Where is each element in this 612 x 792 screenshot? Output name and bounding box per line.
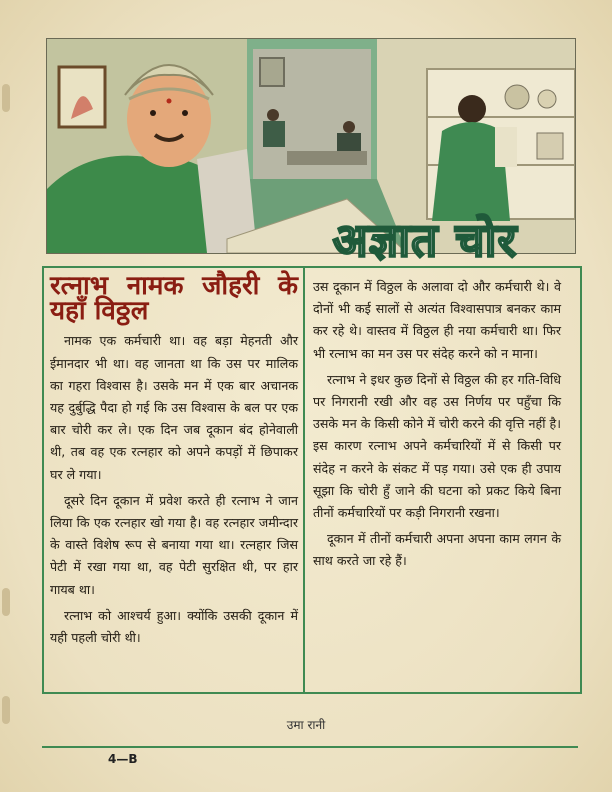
right-column <box>313 276 561 573</box>
paragraph: नामक एक कर्मचारी था। वह बड़ा मेहनती और ईमानदार भी था। वह जानता था कि उस पर मालिक का गहरा विश्वास है। उसके मन में एक बार अचानक यह दुर्बुद्धि पैदा हो गई कि उस विश्वास के बल पर एक बार चोरी कर ले। एक दिन जब दूकान बंद होनेवाली थी, तब वह एक रत्नहार को अपने कपड़ों में छिपाकर घर ले गया। <box>50 333 298 482</box>
left-column <box>50 271 298 649</box>
binding-hole <box>2 84 10 112</box>
paragraph: दूसरे दिन दूकान में प्रवेश करते ही रत्नाभ ने जान लिया कि एक रत्नहार खो गया है। वह रत्नहार जमीन्दार के वास्ते विशेष रूप से बनाया गया था। रत्नहार जिस पेटी में रखा गया था, वह पेटी सुरक्षित थी, पर हार गायब था। <box>50 492 298 597</box>
author-name: उमा रानी <box>286 718 326 732</box>
opening-line <box>50 271 298 327</box>
drop-cap-first-line: रत्नाभ नामक जौहरी के यहाँ विठ्ठल <box>50 271 298 327</box>
paragraph: रत्नाभ ने इधर कुछ दिनों से विठ्ठल की हर गति-विधि पर निगरानी रखी और वह उस निर्णय पर पहुँचा कि उसके मन के किसी कोने में चोरी करने की वृत्ति नहीं है। इस कारण रत्नाभ अपने कर्मचारियों में से किसी पर संदेह न करने के संकट में पड़ गया। उसे एक ही उपाय सूझा कि चोरी हुँ जाने की घटना को प्रकट किये बिना तीनों कर्मचारियों पर कड़ी निगरानी रखना। <box>313 371 561 521</box>
column-divider <box>303 266 305 692</box>
paragraph: दूकान में तीनों कर्मचारी अपना अपना काम लगन के साथ करते जा रहे हैं। <box>313 531 561 569</box>
title-block <box>296 208 554 270</box>
binding-hole <box>2 588 10 616</box>
page-number: 4—B <box>108 752 138 766</box>
paragraph: उस दूकान में विठ्ठल के अलावा दो और कर्मचारी थे। वे दोनों भी कई सालों से अत्यंत विश्वासपात्र बनकर काम कर रहे थे। वास्तव में विठ्ठल ही नया कर्मचारी था। फिर भी रत्नाभ का मन उस पर संदेह करने को न माना। <box>313 279 561 361</box>
paragraph: रत्नाभ को आश्चर्य हुआ। क्योंकि उसकी दूकान में यही पहली चोरी थी। <box>50 607 298 646</box>
story-title: अज्ञात चोर <box>332 213 518 267</box>
footer-rule <box>42 746 578 748</box>
